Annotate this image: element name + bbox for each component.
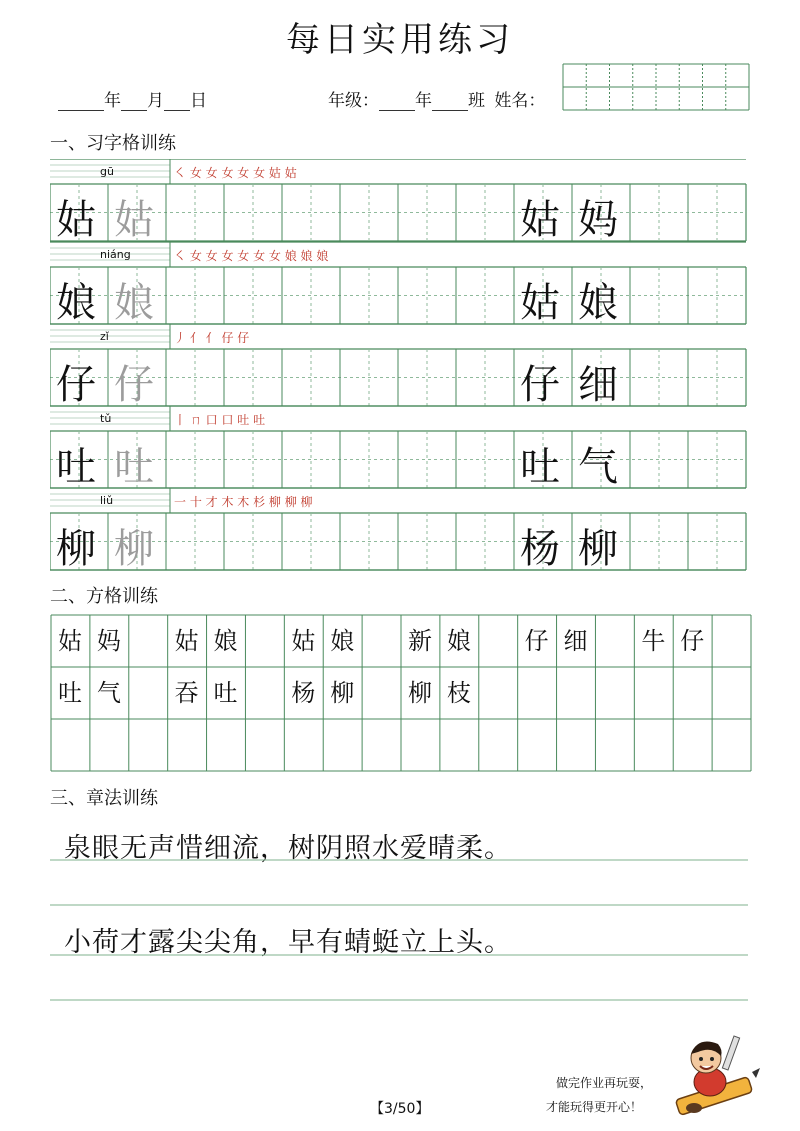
model-character: 姑	[56, 197, 96, 243]
square-grid-character: 柳	[330, 679, 355, 707]
square-grid-character: 吐	[58, 679, 82, 707]
page-title: 每日实用练习	[286, 20, 514, 60]
trace-character: 吐	[114, 444, 154, 490]
word-character: 吐	[520, 444, 560, 490]
square-grid-character: 仔	[524, 627, 549, 655]
footer-note-1: 做完作业再玩耍，	[556, 1076, 653, 1090]
word-character: 妈	[578, 197, 618, 243]
day-blank[interactable]	[164, 92, 190, 111]
stroke-order: 丨 ㄇ 口 口 吐 吐	[174, 413, 266, 427]
footer-note-2: 才能玩得更开心！	[546, 1100, 643, 1114]
model-character: 娘	[56, 280, 96, 326]
pinyin-label: liǔ	[100, 494, 114, 507]
square-grid-character: 新	[408, 627, 432, 655]
pinyin-label: tǔ	[100, 412, 112, 425]
square-grid-character: 姑	[174, 627, 199, 655]
square-grid-character: 妈	[96, 627, 121, 655]
square-grid-character: 仔	[680, 627, 705, 655]
name-grid[interactable]	[562, 63, 750, 111]
square-grid-character: 娘	[446, 627, 471, 655]
square-grid-character: 娘	[213, 627, 238, 655]
cartoon-boy-illustration	[668, 1030, 760, 1120]
grade-label: 年级：	[328, 91, 379, 111]
class-blank[interactable]	[432, 92, 468, 111]
trace-character: 姑	[114, 197, 154, 243]
pinyin-label: niáng	[100, 248, 131, 261]
name-label: 姓名：	[494, 91, 546, 111]
square-grid-character: 娘	[330, 627, 355, 655]
square-grid-character: 气	[96, 679, 121, 707]
model-character: 柳	[56, 526, 96, 572]
word-character: 杨	[520, 526, 560, 572]
stroke-order: 一 十 才 木 木 杉 柳 柳 柳	[174, 495, 313, 509]
trace-character: 柳	[114, 526, 154, 572]
word-character: 仔	[520, 362, 560, 408]
pinyin-label: gū	[100, 165, 114, 178]
month-label: 月	[147, 91, 164, 111]
section-2-heading: 二、方格训练	[50, 586, 158, 607]
grade-fields	[328, 86, 545, 111]
section-3-heading: 三、章法训练	[50, 788, 158, 809]
sentence-line-2: 小荷才露尖尖角，早有蜻蜓立上头。	[64, 927, 512, 958]
square-grid-character: 姑	[58, 627, 82, 655]
square-grid-character: 牛	[641, 627, 666, 655]
word-character: 姑	[520, 197, 560, 243]
sentence-line-1: 泉眼无声惜细流，树阴照水爱晴柔。	[64, 833, 512, 864]
square-grid-character: 姑	[291, 627, 316, 655]
square-grid-character: 吐	[213, 679, 238, 707]
class-label: 班	[468, 91, 485, 111]
model-character: 仔	[56, 362, 96, 408]
square-grid-character: 柳	[408, 679, 432, 707]
stroke-order: 丿 亻 亻 仔 仔	[174, 331, 250, 345]
word-character: 姑	[520, 280, 560, 326]
word-character: 细	[578, 362, 618, 408]
practice-grid	[50, 159, 750, 571]
word-character: 气	[578, 444, 618, 490]
stroke-order: ㇛ 女 女 女 女 女 姑 姑	[174, 166, 297, 180]
square-grid-character: 吞	[174, 679, 199, 707]
grade-year-label: 年	[415, 91, 432, 111]
trace-character: 仔	[114, 362, 154, 408]
day-label: 日	[190, 91, 207, 111]
page-number: 【3/50】	[370, 1101, 430, 1117]
stroke-order: ㇛ 女 女 女 女 女 女 娘 娘 娘	[174, 249, 329, 263]
year-label: 年	[104, 91, 121, 111]
section-1-heading: 一、习字格训练	[50, 133, 176, 154]
pinyin-label: zǐ	[100, 330, 109, 343]
writing-lines	[50, 855, 750, 1005]
trace-character: 娘	[114, 280, 154, 326]
date-fields	[58, 86, 207, 111]
word-character: 娘	[578, 280, 618, 326]
year-blank[interactable]	[58, 92, 104, 111]
square-grid-character: 枝	[446, 679, 471, 707]
month-blank[interactable]	[121, 92, 147, 111]
square-grid-character: 细	[563, 627, 588, 655]
grade-blank[interactable]	[379, 92, 415, 111]
square-grid-character: 杨	[291, 679, 316, 707]
word-character: 柳	[578, 526, 618, 572]
model-character: 吐	[56, 444, 96, 490]
